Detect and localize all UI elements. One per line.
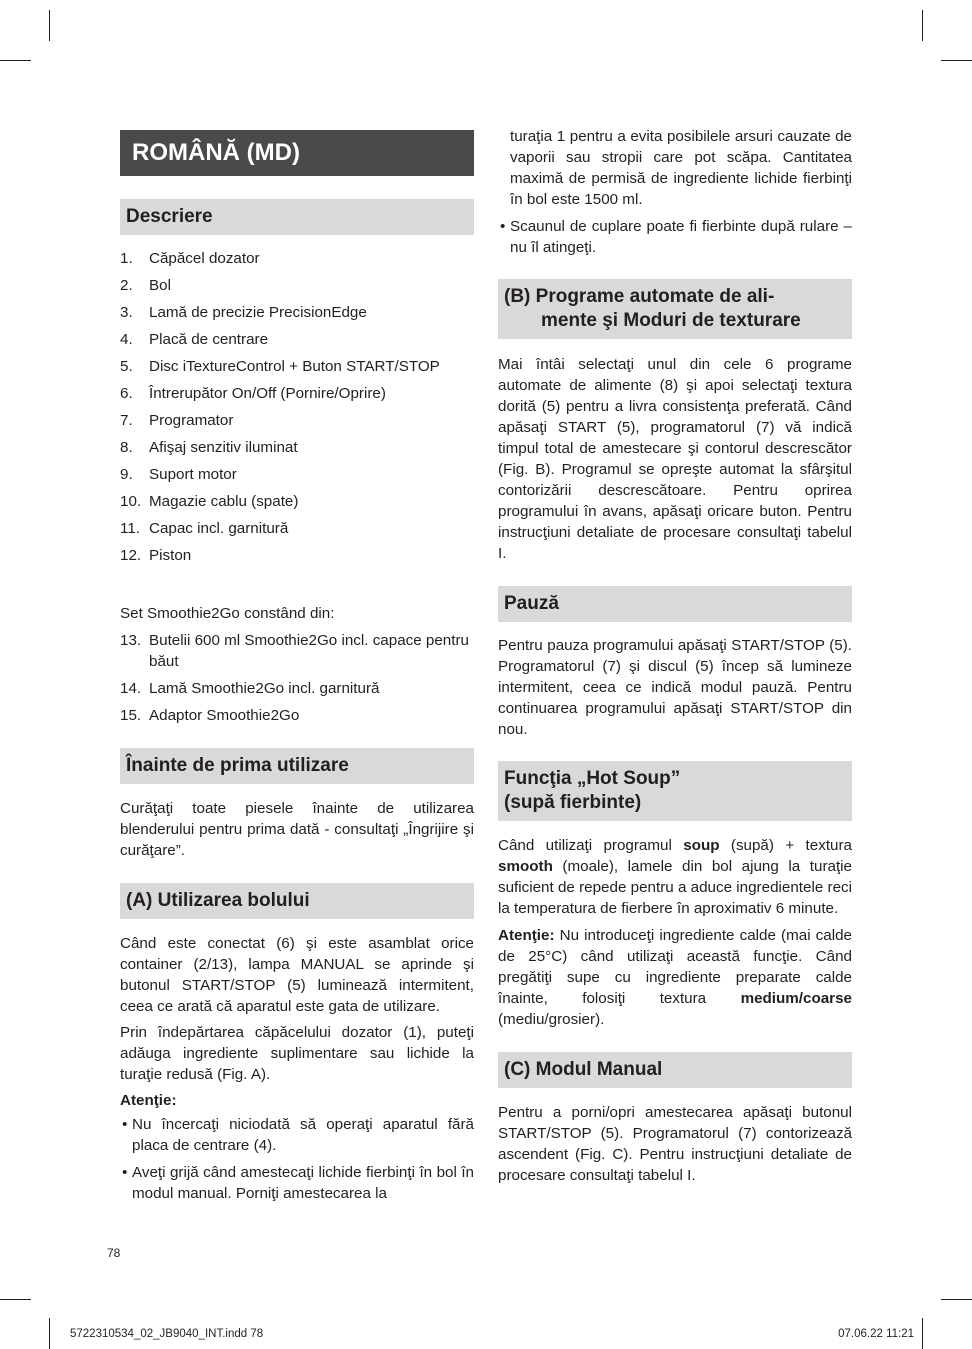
warning-text: Scaunul de cuplare poate fi fierbinte după rulare – nu îl atingeţi. (510, 218, 852, 256)
list-item (120, 705, 474, 726)
crop-mark (49, 1318, 50, 1349)
section-heading-b (498, 279, 852, 339)
item-number: 12. (120, 547, 142, 564)
section-heading-pauza: Pauză (498, 586, 852, 622)
item-text: Întrerupător On/Off (Pornire/Oprire) (149, 385, 386, 402)
item-text: Piston (149, 547, 192, 564)
text-run: (moale), lamele din bol ajung la turaţie suficient de repede pentru a aduce ingredientele reci la temperatura de fierbere în aproximativ 6 minute. (498, 858, 852, 917)
page-title: ROMÂNĂ (MD) (120, 130, 474, 176)
warning-text: Aveţi grijă când amestecaţi lichide fierbinţi în bol în modul manual. Porniţi amestecarea la (132, 1164, 474, 1202)
item-text: Suport motor (149, 466, 237, 483)
item-text: Disc iTextureControl + Buton START/STOP (149, 358, 440, 375)
warning-list (120, 1114, 474, 1204)
atentie-label: Atenţie: (120, 1092, 177, 1109)
section-heading-inainte: Înainte de prima utilizare (120, 748, 474, 784)
item-number: 3. (120, 304, 133, 321)
warning-text: turaţia 1 pentru a evita posibilele arsuri cauzate de vaporii sau stropii care pot scăpa. Cantitatea maximă de permisă de ingrediente lichide fierbinţi în bol este 1500 ml. (510, 128, 852, 208)
item-number: 11. (120, 520, 140, 537)
list-item (120, 518, 474, 539)
bullet: • (500, 218, 506, 235)
list-item (120, 545, 474, 566)
list-item (120, 383, 474, 404)
item-number: 2. (120, 277, 133, 294)
item-text: Căpăcel dozator (149, 250, 260, 267)
slug-file: 5722310534_02_JB9040_INT.indd 78 (70, 1328, 264, 1340)
section-c-text: Pentru a porni/opri amestecarea apăsaţi butonul START/STOP (5). Programatorul (7) contorizează ascendent (Fig. C). Pentru instrucţiuni detaliate de procesare consultaţi tabelul I. (498, 1104, 852, 1184)
warning-list-continued (498, 126, 852, 258)
item-text: Programator (149, 412, 234, 429)
crop-mark (49, 10, 50, 41)
left-column (120, 130, 474, 1204)
section-heading-descriere: Descriere (120, 199, 474, 235)
warning-item (498, 216, 852, 258)
item-text: Adaptor Smoothie2Go (149, 707, 300, 724)
text-run: (supă) + textura (719, 837, 852, 854)
text-run-bold: smooth (498, 858, 553, 875)
bullet: • (122, 1164, 128, 1181)
item-number: 5. (120, 358, 133, 375)
crop-mark (922, 10, 923, 41)
right-column (498, 126, 852, 1186)
set-list (120, 630, 474, 726)
section-heading-c: (C) Modul Manual (498, 1052, 852, 1088)
item-text: Lamă de precizie PrecisionEdge (149, 304, 367, 321)
list-item (120, 437, 474, 458)
section-heading-hot-soup (498, 761, 852, 821)
item-text: Capac incl. garnitură (149, 520, 289, 537)
crop-mark (941, 60, 972, 61)
section-b-text: Mai întâi selectaţi unul din cele 6 programe automate de alimente (8) şi apoi selectaţi textura dorită (5) pentru a livra consistenţa preferată. Când apăsaţi START (5), programatorul (7) vă indică timpul total de amestecare şi contorul descrescător (Fig. B). Programul se opreşte automat la sfârşitul contorizării descrescătoare. Pentru oprirea programului în avans, apăsaţi oricare buton. Pentru instrucţiuni detaliate de procesare consultaţi tabelul I. (498, 356, 852, 562)
list-item (120, 630, 474, 672)
list-item (120, 329, 474, 350)
inainte-text: Curăţaţi toate piesele înainte de utilizarea blenderului pentru prima dată - consultaţi „Îngrijire şi curăţare”. (120, 800, 474, 859)
heading-line: Funcţia „Hot Soup” (504, 768, 681, 789)
section-a-paragraph-2: Prin îndepărtarea căpăcelului dozator (1), puteţi adăuga ingrediente suplimentare sau lichide la turaţie redusă (Fig. A). (120, 1024, 474, 1083)
heading-line: mente şi Moduri de texturare (541, 310, 801, 331)
item-number: 7. (120, 412, 133, 429)
list-item (120, 464, 474, 485)
item-text: Magazie cablu (spate) (149, 493, 299, 510)
list-item (120, 275, 474, 296)
warning-item (120, 1114, 474, 1156)
text-run-bold: medium/coarse (740, 990, 852, 1007)
item-number: 8. (120, 439, 133, 456)
hot-soup-paragraph-1 (498, 835, 852, 919)
text-run-bold: Atenţie: (498, 927, 555, 944)
hot-soup-paragraph-2 (498, 925, 852, 1030)
pauza-text: Pentru pauza programului apăsaţi START/STOP (5). Programatorul (7) şi discul (5) încep să lumineze intermitent, ceea ce indică modul pauză. Pentru continuarea programului apăsaţi START/STOP din nou. (498, 637, 852, 738)
heading-line: (supă fierbinte) (504, 792, 642, 813)
list-item (120, 302, 474, 323)
list-item (120, 491, 474, 512)
crop-mark (941, 1299, 972, 1300)
warning-text: Nu încercaţi niciodată să operaţi aparatul fără placa de centrare (4). (132, 1116, 474, 1154)
section-heading-a: (A) Utilizarea bolului (120, 883, 474, 919)
crop-mark (0, 1299, 31, 1300)
item-text: Lamă Smoothie2Go incl. garnitură (149, 680, 380, 697)
set-intro: Set Smoothie2Go constând din: (120, 605, 335, 622)
item-number: 14. (120, 680, 142, 697)
text-run-bold: soup (683, 837, 720, 854)
warning-item (120, 1162, 474, 1204)
item-text: Placă de centrare (149, 331, 269, 348)
list-item (120, 678, 474, 699)
list-item (120, 356, 474, 377)
slug-date: 07.06.22 11:21 (838, 1328, 914, 1340)
item-number: 6. (120, 385, 133, 402)
warning-item-continued (498, 126, 852, 210)
item-number: 1. (120, 250, 133, 267)
item-number: 13. (120, 632, 142, 649)
item-text: Butelii 600 ml Smoothie2Go incl. capace pentru băut (149, 632, 469, 670)
heading-line: (B) Programe automate de ali- (504, 286, 775, 307)
crop-mark (922, 1318, 923, 1349)
crop-mark (0, 60, 31, 61)
item-number: 15. (120, 707, 142, 724)
parts-list (120, 248, 474, 566)
item-number: 10. (120, 493, 142, 510)
item-number: 9. (120, 466, 133, 483)
section-a-paragraph-1: Când este conectat (6) şi este asamblat orice container (2/13), lampa MANUAL se aprinde şi butonul START/STOP (5) luminează intermitent, ceea ce arată că aparatul este gata de utilizare. (120, 935, 474, 1015)
page-number: 78 (107, 1246, 121, 1260)
list-item (120, 248, 474, 269)
item-text: Afişaj senzitiv iluminat (149, 439, 298, 456)
text-run: (mediu/grosier). (498, 1011, 605, 1028)
list-item (120, 410, 474, 431)
bullet: • (122, 1116, 128, 1133)
text-run: Nu introduceţi ingrediente calde (mai calde de 25°C) când utilizaţi această funcţie. Când pregătiţi supe cu ingrediente preparate calde înainte, folosiţi textura (498, 927, 852, 1007)
item-text: Bol (149, 277, 171, 294)
item-number: 4. (120, 331, 133, 348)
text-run: Când utilizaţi programul (498, 837, 684, 854)
